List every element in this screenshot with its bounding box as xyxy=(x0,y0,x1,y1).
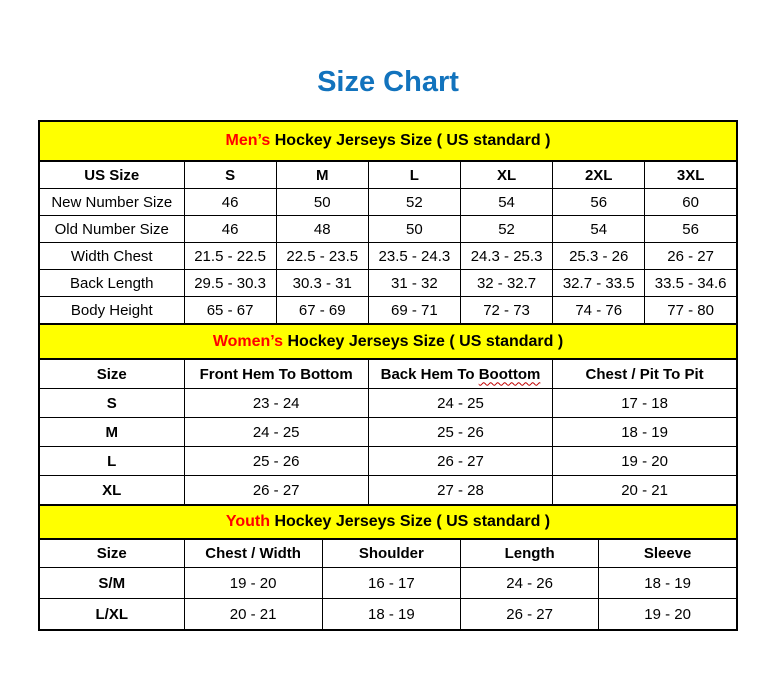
cell: 26 - 27 xyxy=(184,476,368,506)
cell: 46 xyxy=(184,189,276,216)
row-label: Old Number Size xyxy=(39,216,184,243)
table-row xyxy=(39,599,737,631)
col-header: XL xyxy=(460,161,552,189)
cell: 19 - 20 xyxy=(184,568,322,599)
row-label: Back Length xyxy=(39,270,184,297)
col-header: Chest / Width xyxy=(184,539,322,568)
cell: 74 - 76 xyxy=(553,297,645,325)
cell: 65 - 67 xyxy=(184,297,276,325)
cell: 23.5 - 24.3 xyxy=(368,243,460,270)
cell: 52 xyxy=(460,216,552,243)
cell: 50 xyxy=(368,216,460,243)
table-row xyxy=(39,270,737,297)
row-label: L/XL xyxy=(39,599,184,631)
cell: 60 xyxy=(645,189,737,216)
cell: 19 - 20 xyxy=(599,599,737,631)
cell: 48 xyxy=(276,216,368,243)
cell: 18 - 19 xyxy=(599,568,737,599)
row-label: S xyxy=(39,389,184,418)
col-header: US Size xyxy=(39,161,184,189)
table-row xyxy=(39,297,737,325)
cell: 72 - 73 xyxy=(460,297,552,325)
col-header: 2XL xyxy=(553,161,645,189)
col-header: Front Hem To Bottom xyxy=(184,359,368,389)
cell: 46 xyxy=(184,216,276,243)
cell: 26 - 27 xyxy=(368,447,552,476)
youth-band-title: Hockey Jerseys Size ( US standard ) xyxy=(274,513,551,530)
mens-band-title: Hockey Jerseys Size ( US standard ) xyxy=(274,132,551,149)
col-header: Length xyxy=(461,539,599,568)
row-label: M xyxy=(39,418,184,447)
cell: 20 - 21 xyxy=(553,476,737,506)
mens-size-table xyxy=(38,120,738,325)
row-label: Width Chest xyxy=(39,243,184,270)
table-row xyxy=(39,418,737,447)
cell: 16 - 17 xyxy=(322,568,460,599)
size-chart xyxy=(38,120,738,631)
cell: 50 xyxy=(276,189,368,216)
cell: 26 - 27 xyxy=(645,243,737,270)
cell: 29.5 - 30.3 xyxy=(184,270,276,297)
table-row xyxy=(39,447,737,476)
table-row xyxy=(39,476,737,506)
cell: 30.3 - 31 xyxy=(276,270,368,297)
col-header: Chest / Pit To Pit xyxy=(553,359,737,389)
col-header: Shoulder xyxy=(322,539,460,568)
col-header: S xyxy=(184,161,276,189)
col-header: Size xyxy=(39,539,184,568)
cell: 56 xyxy=(645,216,737,243)
col-header: 3XL xyxy=(645,161,737,189)
cell: 24 - 25 xyxy=(184,418,368,447)
table-row xyxy=(39,568,737,599)
cell: 19 - 20 xyxy=(553,447,737,476)
cell: 25.3 - 26 xyxy=(553,243,645,270)
table-row xyxy=(39,389,737,418)
cell: 54 xyxy=(460,189,552,216)
youth-size-table xyxy=(38,504,738,631)
cell: 24.3 - 25.3 xyxy=(460,243,552,270)
cell: 18 - 19 xyxy=(322,599,460,631)
cell: 67 - 69 xyxy=(276,297,368,325)
cell: 32 - 32.7 xyxy=(460,270,552,297)
col-header-text: Back Hem To xyxy=(380,365,479,383)
cell: 69 - 71 xyxy=(368,297,460,325)
table-row xyxy=(39,243,737,270)
mens-band-highlight: Men’s xyxy=(225,132,271,149)
womens-band-title: Hockey Jerseys Size ( US standard ) xyxy=(287,332,564,350)
cell: 56 xyxy=(553,189,645,216)
cell: 22.5 - 23.5 xyxy=(276,243,368,270)
womens-header-row xyxy=(39,359,737,389)
youth-section-band xyxy=(39,505,737,539)
youth-band-highlight: Youth xyxy=(225,513,270,530)
table-row xyxy=(39,189,737,216)
col-header: M xyxy=(276,161,368,189)
womens-size-table xyxy=(38,323,738,506)
youth-header-row xyxy=(39,539,737,568)
cell: 32.7 - 33.5 xyxy=(553,270,645,297)
youth-band-row xyxy=(39,505,737,539)
row-label: Body Height xyxy=(39,297,184,325)
table-row xyxy=(39,216,737,243)
col-header-misspelled xyxy=(368,359,552,389)
mens-header-row xyxy=(39,161,737,189)
cell: 20 - 21 xyxy=(184,599,322,631)
cell: 77 - 80 xyxy=(645,297,737,325)
mens-band-row xyxy=(39,121,737,161)
cell: 26 - 27 xyxy=(461,599,599,631)
cell: 25 - 26 xyxy=(368,418,552,447)
cell: 33.5 - 34.6 xyxy=(645,270,737,297)
cell: 27 - 28 xyxy=(368,476,552,506)
womens-band-highlight: Women’s xyxy=(212,332,284,350)
col-header: L xyxy=(368,161,460,189)
row-label: New Number Size xyxy=(39,189,184,216)
misspelled-word: Boottom xyxy=(478,365,541,383)
row-label: L xyxy=(39,447,184,476)
mens-section-band xyxy=(39,121,737,161)
cell: 25 - 26 xyxy=(184,447,368,476)
col-header: Size xyxy=(39,359,184,389)
row-label: XL xyxy=(39,476,184,506)
row-label: S/M xyxy=(39,568,184,599)
womens-band-row xyxy=(39,324,737,359)
cell: 52 xyxy=(368,189,460,216)
cell: 23 - 24 xyxy=(184,389,368,418)
cell: 54 xyxy=(553,216,645,243)
cell: 24 - 26 xyxy=(461,568,599,599)
cell: 17 - 18 xyxy=(553,389,737,418)
page-title: Size Chart xyxy=(317,66,459,98)
col-header: Sleeve xyxy=(599,539,737,568)
cell: 18 - 19 xyxy=(553,418,737,447)
cell: 21.5 - 22.5 xyxy=(184,243,276,270)
cell: 24 - 25 xyxy=(368,389,552,418)
cell: 31 - 32 xyxy=(368,270,460,297)
womens-section-band xyxy=(39,324,737,359)
